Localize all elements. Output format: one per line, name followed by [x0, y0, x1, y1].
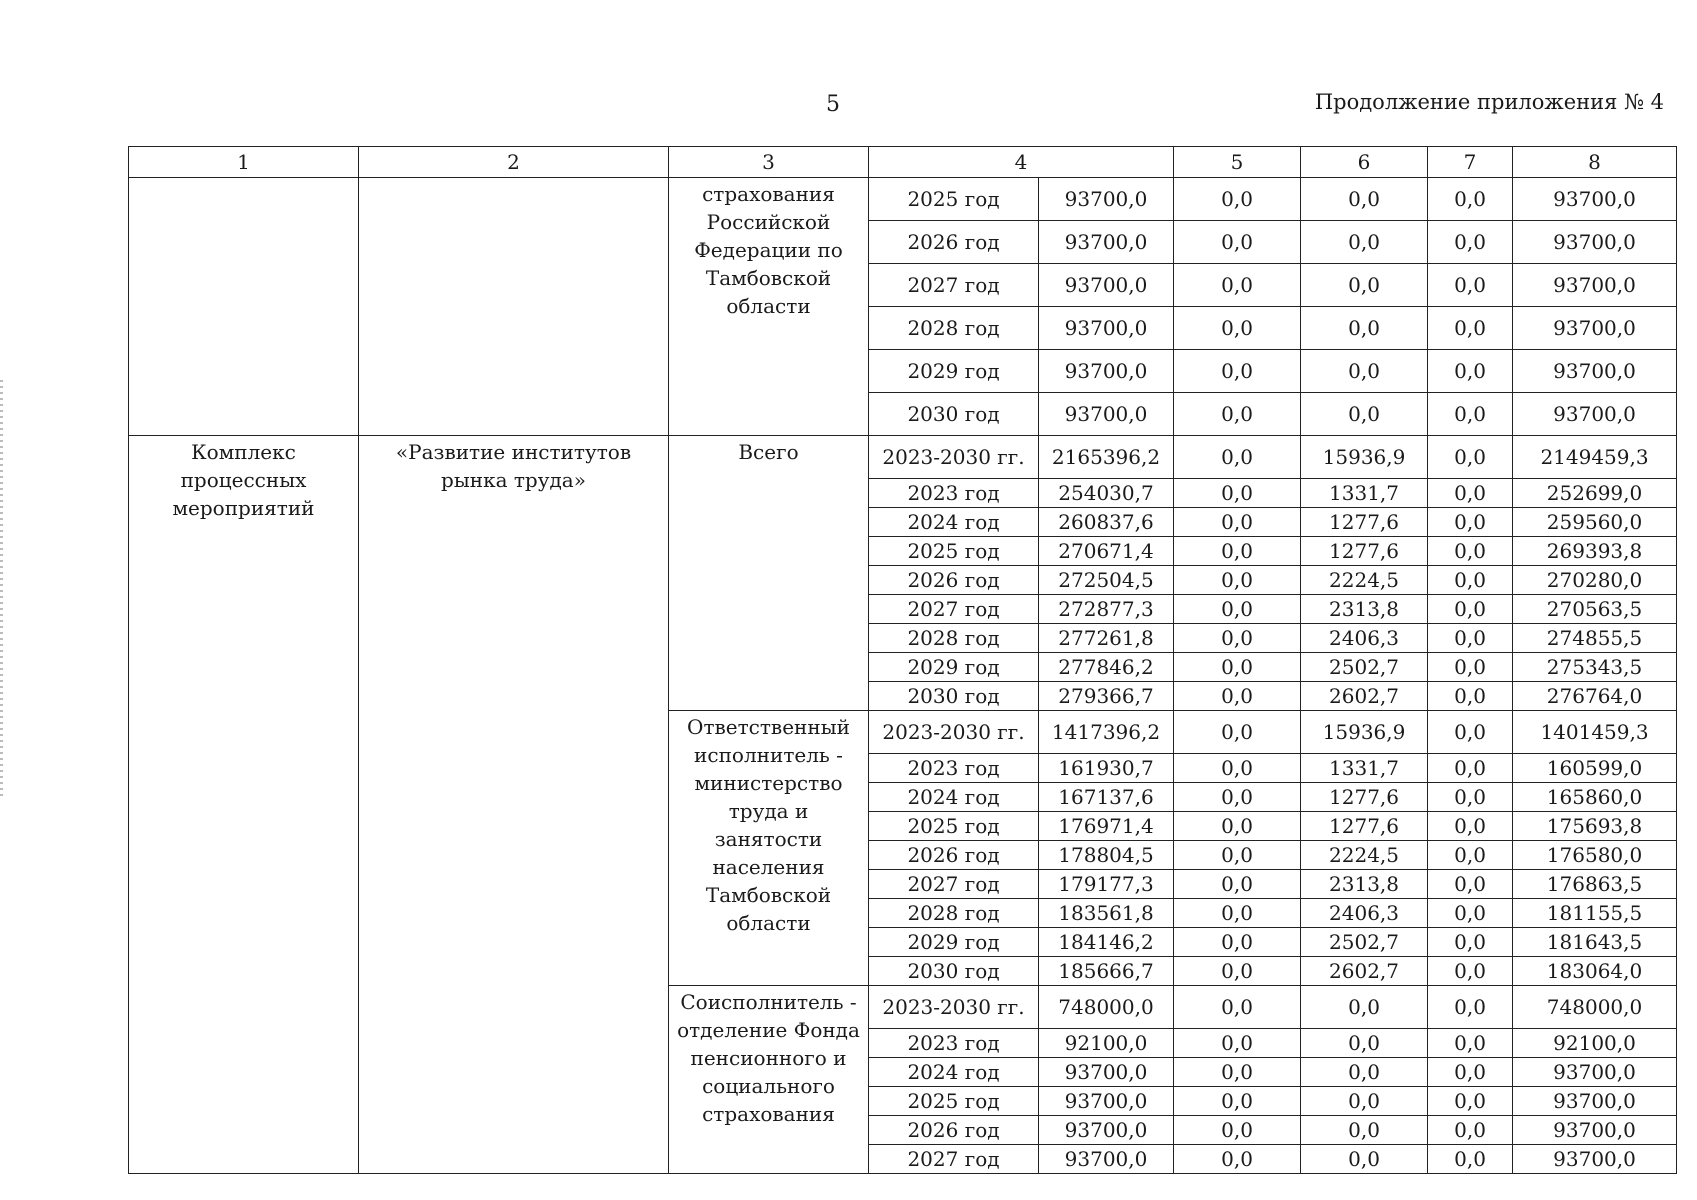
regional-cell: 2224,5 [1301, 566, 1428, 595]
local-cell: 0,0 [1428, 653, 1513, 682]
extrabudget-cell: 176580,0 [1513, 841, 1677, 870]
extrabudget-cell: 93700,0 [1513, 307, 1677, 350]
year-cell: 2025 год [869, 178, 1039, 221]
total-cell: 178804,5 [1039, 841, 1174, 870]
local-cell: 0,0 [1428, 812, 1513, 841]
total-cell: 272504,5 [1039, 566, 1174, 595]
year-cell: 2024 год [869, 1058, 1039, 1087]
total-cell: 161930,7 [1039, 754, 1174, 783]
scan-edge-artifact [0, 380, 3, 800]
local-cell: 0,0 [1428, 754, 1513, 783]
year-cell: 2028 год [869, 899, 1039, 928]
total-cell: 179177,3 [1039, 870, 1174, 899]
regional-cell: 1331,7 [1301, 479, 1428, 508]
federal-cell: 0,0 [1174, 653, 1301, 682]
regional-cell: 0,0 [1301, 178, 1428, 221]
federal-cell: 0,0 [1174, 841, 1301, 870]
local-cell: 0,0 [1428, 711, 1513, 754]
year-cell: 2024 год [869, 783, 1039, 812]
regional-cell: 0,0 [1301, 393, 1428, 436]
regional-cell: 0,0 [1301, 1116, 1428, 1145]
extrabudget-cell: 93700,0 [1513, 393, 1677, 436]
extrabudget-cell: 748000,0 [1513, 986, 1677, 1029]
local-cell: 0,0 [1428, 928, 1513, 957]
extrabudget-cell: 181155,5 [1513, 899, 1677, 928]
year-cell: 2027 год [869, 595, 1039, 624]
total-cell: 93700,0 [1039, 1145, 1174, 1174]
federal-cell: 0,0 [1174, 624, 1301, 653]
executor-cell: Всего [669, 436, 869, 711]
extrabudget-cell: 160599,0 [1513, 754, 1677, 783]
extrabudget-cell: 93700,0 [1513, 221, 1677, 264]
year-cell: 2026 год [869, 566, 1039, 595]
column-number-7: 7 [1428, 147, 1513, 178]
local-cell: 0,0 [1428, 957, 1513, 986]
table-row [129, 436, 1677, 479]
year-cell: 2027 год [869, 870, 1039, 899]
extrabudget-cell: 270280,0 [1513, 566, 1677, 595]
federal-cell: 0,0 [1174, 986, 1301, 1029]
total-cell: 254030,7 [1039, 479, 1174, 508]
total-cell: 748000,0 [1039, 986, 1174, 1029]
regional-cell: 0,0 [1301, 1145, 1428, 1174]
total-cell: 93700,0 [1039, 178, 1174, 221]
extrabudget-cell: 93700,0 [1513, 1116, 1677, 1145]
total-cell: 2165396,2 [1039, 436, 1174, 479]
local-cell: 0,0 [1428, 624, 1513, 653]
regional-cell: 2602,7 [1301, 682, 1428, 711]
local-cell: 0,0 [1428, 436, 1513, 479]
local-cell: 0,0 [1428, 1087, 1513, 1116]
regional-cell: 0,0 [1301, 986, 1428, 1029]
total-cell: 93700,0 [1039, 221, 1174, 264]
extrabudget-cell: 275343,5 [1513, 653, 1677, 682]
federal-cell: 0,0 [1174, 508, 1301, 537]
total-cell: 93700,0 [1039, 307, 1174, 350]
federal-cell: 0,0 [1174, 178, 1301, 221]
local-cell: 0,0 [1428, 178, 1513, 221]
local-cell: 0,0 [1428, 537, 1513, 566]
federal-cell: 0,0 [1174, 393, 1301, 436]
local-cell: 0,0 [1428, 264, 1513, 307]
measure-name-cell: «Развитие институтов рынка труда» [359, 436, 669, 1174]
regional-cell: 2406,3 [1301, 899, 1428, 928]
extrabudget-cell: 175693,8 [1513, 812, 1677, 841]
table-row [129, 178, 1677, 221]
regional-cell: 1277,6 [1301, 537, 1428, 566]
federal-cell: 0,0 [1174, 783, 1301, 812]
extrabudget-cell: 93700,0 [1513, 1145, 1677, 1174]
extrabudget-cell: 165860,0 [1513, 783, 1677, 812]
regional-cell: 1277,6 [1301, 783, 1428, 812]
executor-cell: Ответственный исполнитель - министерство труда и занятости населения Тамбовской области [669, 711, 869, 986]
regional-cell: 2224,5 [1301, 841, 1428, 870]
extrabudget-cell: 1401459,3 [1513, 711, 1677, 754]
regional-cell: 15936,9 [1301, 436, 1428, 479]
federal-cell: 0,0 [1174, 1116, 1301, 1145]
regional-cell: 0,0 [1301, 350, 1428, 393]
year-cell: 2026 год [869, 221, 1039, 264]
federal-cell: 0,0 [1174, 307, 1301, 350]
local-cell: 0,0 [1428, 307, 1513, 350]
year-cell: 2027 год [869, 1145, 1039, 1174]
extrabudget-cell: 181643,5 [1513, 928, 1677, 957]
local-cell: 0,0 [1428, 870, 1513, 899]
federal-cell: 0,0 [1174, 870, 1301, 899]
local-cell: 0,0 [1428, 479, 1513, 508]
year-cell: 2023 год [869, 479, 1039, 508]
appendix-note: Продолжение приложения № 4 [1314, 90, 1664, 114]
total-cell: 92100,0 [1039, 1029, 1174, 1058]
total-cell: 279366,7 [1039, 682, 1174, 711]
regional-cell: 2406,3 [1301, 624, 1428, 653]
local-cell: 0,0 [1428, 393, 1513, 436]
extrabudget-cell: 92100,0 [1513, 1029, 1677, 1058]
year-cell: 2028 год [869, 307, 1039, 350]
extrabudget-cell: 2149459,3 [1513, 436, 1677, 479]
federal-cell: 0,0 [1174, 479, 1301, 508]
extrabudget-cell: 276764,0 [1513, 682, 1677, 711]
regional-cell: 0,0 [1301, 1058, 1428, 1087]
regional-cell: 0,0 [1301, 1029, 1428, 1058]
type-cell [129, 178, 359, 436]
extrabudget-cell: 252699,0 [1513, 479, 1677, 508]
year-cell: 2026 год [869, 841, 1039, 870]
extrabudget-cell: 93700,0 [1513, 1058, 1677, 1087]
regional-cell: 0,0 [1301, 307, 1428, 350]
year-cell: 2023-2030 гг. [869, 436, 1039, 479]
federal-cell: 0,0 [1174, 928, 1301, 957]
regional-cell: 1277,6 [1301, 508, 1428, 537]
local-cell: 0,0 [1428, 508, 1513, 537]
federal-cell: 0,0 [1174, 537, 1301, 566]
total-cell: 93700,0 [1039, 1087, 1174, 1116]
measure-type-cell: Комплекс процессных мероприятий [129, 436, 359, 1174]
year-cell: 2023-2030 гг. [869, 986, 1039, 1029]
total-cell: 270671,4 [1039, 537, 1174, 566]
total-cell: 93700,0 [1039, 1058, 1174, 1087]
federal-cell: 0,0 [1174, 1087, 1301, 1116]
year-cell: 2026 год [869, 1116, 1039, 1145]
federal-cell: 0,0 [1174, 682, 1301, 711]
federal-cell: 0,0 [1174, 350, 1301, 393]
regional-cell: 2313,8 [1301, 870, 1428, 899]
column-number-8: 8 [1513, 147, 1677, 178]
regional-cell: 0,0 [1301, 264, 1428, 307]
total-cell: 183561,8 [1039, 899, 1174, 928]
local-cell: 0,0 [1428, 595, 1513, 624]
local-cell: 0,0 [1428, 221, 1513, 264]
local-cell: 0,0 [1428, 1116, 1513, 1145]
federal-cell: 0,0 [1174, 1029, 1301, 1058]
federal-cell: 0,0 [1174, 711, 1301, 754]
total-cell: 167137,6 [1039, 783, 1174, 812]
regional-cell: 2502,7 [1301, 653, 1428, 682]
year-cell: 2030 год [869, 682, 1039, 711]
total-cell: 93700,0 [1039, 393, 1174, 436]
column-number-2: 2 [359, 147, 669, 178]
executor-cell: Соисполнитель - отделение Фонда пенсионного и социального страхования [669, 986, 869, 1174]
federal-cell: 0,0 [1174, 754, 1301, 783]
total-cell: 93700,0 [1039, 264, 1174, 307]
federal-cell: 0,0 [1174, 264, 1301, 307]
local-cell: 0,0 [1428, 1029, 1513, 1058]
year-cell: 2025 год [869, 537, 1039, 566]
year-cell: 2029 год [869, 928, 1039, 957]
federal-cell: 0,0 [1174, 221, 1301, 264]
federal-cell: 0,0 [1174, 1145, 1301, 1174]
executor-cell: страхования Российской Федерации по Тамбовской области [669, 178, 869, 436]
local-cell: 0,0 [1428, 682, 1513, 711]
extrabudget-cell: 93700,0 [1513, 264, 1677, 307]
page-number: 5 [826, 92, 840, 117]
local-cell: 0,0 [1428, 566, 1513, 595]
local-cell: 0,0 [1428, 986, 1513, 1029]
name-cell [359, 178, 669, 436]
extrabudget-cell: 274855,5 [1513, 624, 1677, 653]
column-number-6: 6 [1301, 147, 1428, 178]
year-cell: 2028 год [869, 624, 1039, 653]
regional-cell: 2313,8 [1301, 595, 1428, 624]
total-cell: 260837,6 [1039, 508, 1174, 537]
column-number-4: 4 [869, 147, 1174, 178]
column-number-3: 3 [669, 147, 869, 178]
local-cell: 0,0 [1428, 841, 1513, 870]
local-cell: 0,0 [1428, 350, 1513, 393]
extrabudget-cell: 93700,0 [1513, 350, 1677, 393]
local-cell: 0,0 [1428, 783, 1513, 812]
local-cell: 0,0 [1428, 1145, 1513, 1174]
year-cell: 2027 год [869, 264, 1039, 307]
total-cell: 272877,3 [1039, 595, 1174, 624]
total-cell: 93700,0 [1039, 350, 1174, 393]
extrabudget-cell: 183064,0 [1513, 957, 1677, 986]
regional-cell: 15936,9 [1301, 711, 1428, 754]
year-cell: 2030 год [869, 393, 1039, 436]
regional-cell: 2602,7 [1301, 957, 1428, 986]
total-cell: 93700,0 [1039, 1116, 1174, 1145]
year-cell: 2023-2030 гг. [869, 711, 1039, 754]
regional-cell: 1277,6 [1301, 812, 1428, 841]
extrabudget-cell: 176863,5 [1513, 870, 1677, 899]
year-cell: 2025 год [869, 1087, 1039, 1116]
regional-cell: 2502,7 [1301, 928, 1428, 957]
federal-cell: 0,0 [1174, 595, 1301, 624]
local-cell: 0,0 [1428, 1058, 1513, 1087]
regional-cell: 0,0 [1301, 221, 1428, 264]
year-cell: 2029 год [869, 350, 1039, 393]
year-cell: 2025 год [869, 812, 1039, 841]
total-cell: 185666,7 [1039, 957, 1174, 986]
regional-cell: 0,0 [1301, 1087, 1428, 1116]
financing-table [128, 146, 1677, 1174]
column-number-row [129, 147, 1677, 178]
extrabudget-cell: 259560,0 [1513, 508, 1677, 537]
extrabudget-cell: 93700,0 [1513, 178, 1677, 221]
year-cell: 2024 год [869, 508, 1039, 537]
year-cell: 2023 год [869, 754, 1039, 783]
column-number-1: 1 [129, 147, 359, 178]
federal-cell: 0,0 [1174, 436, 1301, 479]
federal-cell: 0,0 [1174, 812, 1301, 841]
federal-cell: 0,0 [1174, 566, 1301, 595]
year-cell: 2023 год [869, 1029, 1039, 1058]
year-cell: 2029 год [869, 653, 1039, 682]
federal-cell: 0,0 [1174, 957, 1301, 986]
federal-cell: 0,0 [1174, 899, 1301, 928]
total-cell: 1417396,2 [1039, 711, 1174, 754]
total-cell: 277261,8 [1039, 624, 1174, 653]
total-cell: 184146,2 [1039, 928, 1174, 957]
total-cell: 277846,2 [1039, 653, 1174, 682]
extrabudget-cell: 93700,0 [1513, 1087, 1677, 1116]
extrabudget-cell: 269393,8 [1513, 537, 1677, 566]
regional-cell: 1331,7 [1301, 754, 1428, 783]
column-number-5: 5 [1174, 147, 1301, 178]
extrabudget-cell: 270563,5 [1513, 595, 1677, 624]
local-cell: 0,0 [1428, 899, 1513, 928]
federal-cell: 0,0 [1174, 1058, 1301, 1087]
total-cell: 176971,4 [1039, 812, 1174, 841]
year-cell: 2030 год [869, 957, 1039, 986]
